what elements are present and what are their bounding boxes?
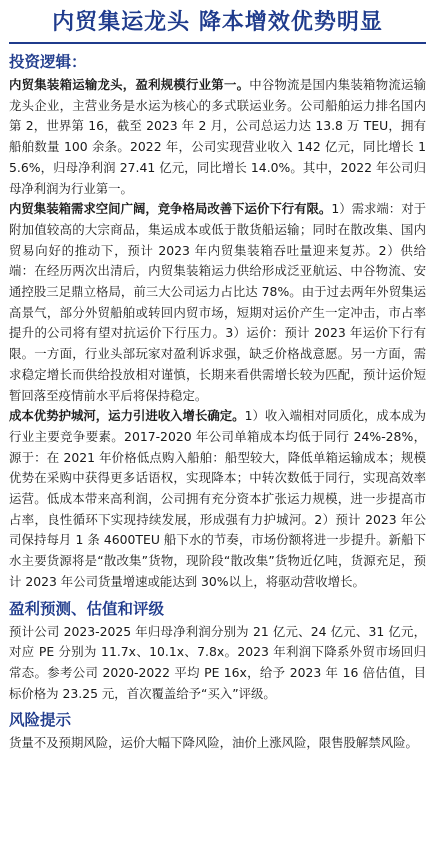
paragraph-text: 1）收入端相对同质化，成本成为行业主要竞争要素。2017-2020 年公司单箱成本均低于同行 24%-28%，源于：在 2021 年价格低点购入船舶：船型较大，降低单箱运输成本；规模优势在采购中获得更多话语权，实现降本；中转次数低于同行，实现高效率运营。低成本带来高利润，公司拥有充分资本扩张运力规模，进一步提高市占率，良性循环下实现持续发展，形成强有力护城河。2）预计 2023 年公司保持每月 1 条 4600TEU 船下水的节奏，市场份额将进一步提升。新船下水主要货源将是“散改集”货物，现阶段“散改集”货物近亿吨，货源充足，预计 2023 年公司货量增速或能达到 30%以上，将驱动营收增长。 — [9, 408, 427, 589]
paragraph — [9, 733, 426, 754]
paragraph-lead: 内贸集装箱需求空间广阔，竞争格局改善下运价下行有限。 — [9, 201, 332, 217]
section-heading: 风险提示 — [9, 711, 72, 730]
paragraph — [9, 622, 426, 705]
paragraph — [9, 75, 426, 199]
section-forecast-valuation-rating — [9, 597, 426, 705]
paragraph — [9, 199, 426, 406]
paragraph-text: 1）需求端：对于附加值较高的大宗商品，集运成本或低于散货船运输；同时在散改集、国内贸易向好的推动下，预计 2023 年内贸集装箱吞吐量迎来复苏。2）供给端：在经历两次出清后，内贸集装箱运力供给形成泛亚航运、中谷物流、安通控股三足鼎立格局，前三大公司运力占比达 78%。由于过去两年外贸集运高景气，部分外贸船舶或转回内贸市场，短期对运价产生一定冲击，市占率提升的公司将有望对抗运价下行压力。3）运价：预计 2023 年运价下行有限。一方面，行业头部玩家对盈利诉求强，缺乏价格战意愿。另一方面，需求稳定增长而供给投放相对谨慎，长期来看供需增长较为匹配，预计运价短暂回落至疫情前水平后将保持稳定。 — [9, 201, 426, 403]
section-heading: 投资逻辑： — [9, 53, 87, 71]
paragraph — [9, 406, 426, 592]
paragraph-lead: 内贸集装箱运输龙头，盈利规模行业第一。 — [9, 77, 250, 92]
paragraph-text: 货量不及预期风险，运价大幅下降风险，油价上涨风险，限售股解禁风险。 — [9, 735, 418, 751]
title-divider — [9, 42, 426, 44]
section-risk-warning — [9, 708, 426, 754]
paragraph-text: 预计公司 2023-2025 年归母净利润分别为 21 亿元、24 亿元、31 亿元，对应 PE 分别为 11.7x、10.1x、7.8x。2023 年利润下降系外贸市场回归常态。参考公司 2020-2022 平均 PE 16x，给予 2023 年 16 倍估值，目标价格为 23.25 元，首次覆盖给予“买入”评级。 — [9, 623, 426, 701]
section-heading: 盈利预测、估值和评级 — [9, 599, 165, 618]
section-investment-logic — [9, 50, 426, 593]
paragraph-lead: 成本优势护城河，运力引进收入增长确定。 — [9, 408, 245, 424]
paragraph-text: 中谷物流是国内集装箱物流运输龙头企业，主营业务是水运为核心的多式联运业务。公司船舶运力排名国内第 2，世界第 16，截至 2023 年 2 月，公司总运力达 13.8 万 TEU，拥有船舶数量 100 余条。2022 年，公司实现营业收入 142 亿元，同比增长 15.6%，归母净利润 27.41 亿元，同比增长 14.0%。其中，2022 年公司归母净利润为行业第一。 — [9, 77, 427, 196]
page-title: 内贸集运龙头 降本增效优势明显 — [52, 10, 383, 35]
